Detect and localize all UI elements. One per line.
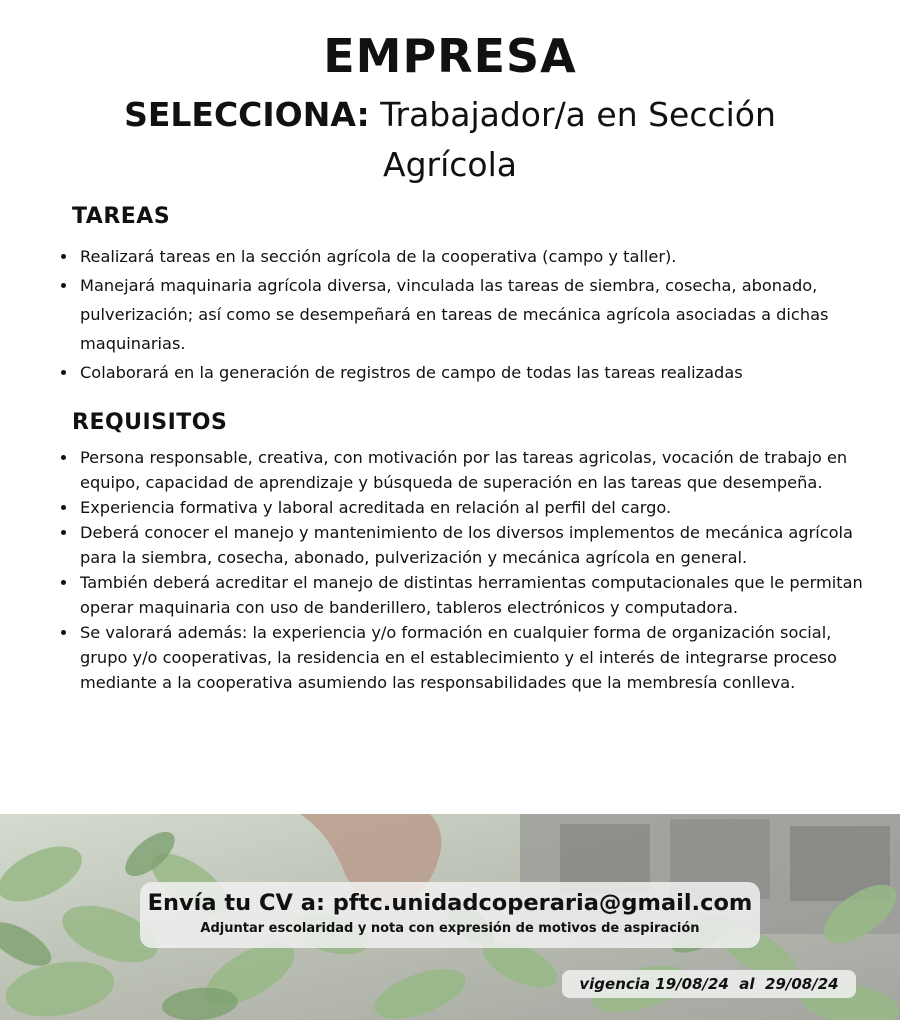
- list-item: • Manejará maquinaria agrícola diversa, vinculada las tareas de siembra, cosecha, abonado, pulverización; así como se desempeñará en tareas de mecánica agrícola asociadas a dichas maquinarias.: [78, 271, 878, 358]
- requisitos-heading: REQUISITOS: [72, 410, 228, 435]
- list-item: • Deberá conocer el manejo y mantenimiento de los diversos implementos de mecánica agrícola para la siembra, cosecha, abonado, pulverización y mecánica agrícola en general.: [78, 520, 878, 570]
- validity-dates: vigencia 19/08/24 al 29/08/24: [562, 970, 856, 998]
- cv-email-cta[interactable]: Envía tu CV a: pftc.unidadcoperaria@gmail.com: [147, 890, 753, 916]
- list-item: • Colaborará en la generación de registros de campo de todas las tareas realizadas: [78, 358, 878, 387]
- tareas-heading: TAREAS: [72, 204, 171, 229]
- position-name: Trabajador/a en Sección Agrícola: [380, 95, 776, 184]
- list-item: • Persona responsable, creativa, con motivación por las tareas agricolas, vocación de trabajo en equipo, capacidad de aprendizaje y búsqueda de superación en las tareas que desempeña.: [78, 445, 878, 495]
- job-title: [60, 90, 840, 190]
- tareas-list: [56, 242, 878, 387]
- select-label: SELECCIONA:: [124, 95, 370, 134]
- company-title: EMPRESA: [323, 29, 577, 83]
- list-item: • Experiencia formativa y laboral acreditada en relación al perfil del cargo.: [78, 495, 878, 520]
- list-item: • Se valorará además: la experiencia y/o formación en cualquier forma de organización social, grupo y/o cooperativas, la residencia en el establecimiento y el interés de integrarse proceso mediante a la cooperativa asumiendo las responsabilidades que la membresía conlleva.: [78, 620, 878, 695]
- attachments-note: Adjuntar escolaridad y nota con expresión de motivos de aspiración: [200, 921, 700, 936]
- header: [0, 28, 900, 190]
- requisitos-list: [56, 445, 878, 695]
- cta-box: [140, 882, 760, 948]
- list-item: • También deberá acreditar el manejo de distintas herramientas computacionales que le permitan operar maquinaria con uso de banderillero, tableros electrónicos y computadora.: [78, 570, 878, 620]
- list-item: • Realizará tareas en la sección agrícola de la cooperativa (campo y taller).: [78, 242, 878, 271]
